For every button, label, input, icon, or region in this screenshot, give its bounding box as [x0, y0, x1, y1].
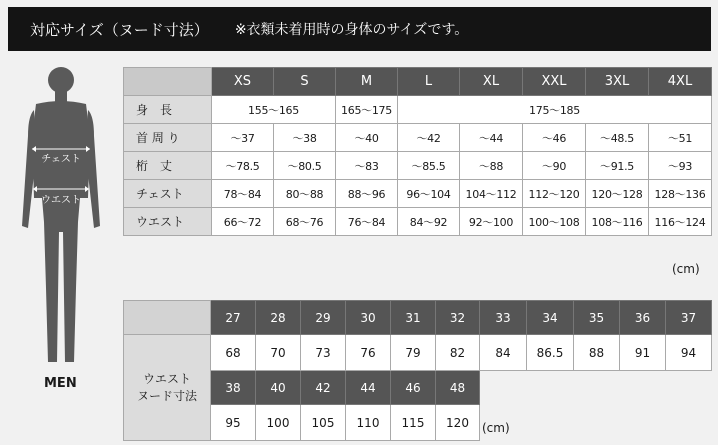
waist-label-line2: ヌード寸法 — [136, 388, 197, 403]
table-cell: 128〜136 — [649, 180, 712, 208]
table-row — [124, 208, 712, 236]
table-row — [124, 96, 712, 124]
table-cell: 120〜128 — [586, 180, 649, 208]
waist-measure-label: ウエスト — [41, 195, 81, 206]
page-header — [8, 7, 711, 51]
waist-value-cell: 70 — [256, 335, 301, 371]
waist-value-cell: 86.5 — [527, 335, 574, 371]
waist-table-unit: (cm) — [482, 421, 510, 435]
waist-size-cell: 29 — [301, 301, 346, 335]
table-cell: 〜51 — [649, 124, 712, 152]
size-table — [123, 67, 712, 236]
table-row — [480, 335, 712, 371]
table-cell: 〜48.5 — [586, 124, 649, 152]
waist-row-label — [124, 335, 211, 441]
waist-table — [123, 300, 480, 441]
waist-label-line1: ウエスト — [142, 371, 191, 386]
table-cell: 96〜104 — [398, 180, 460, 208]
table-cell: 80〜88 — [274, 180, 336, 208]
page-title: 対応サイズ（ヌード寸法） — [30, 20, 209, 39]
waist-value-cell: 91 — [620, 335, 666, 371]
table-cell: 88〜96 — [336, 180, 398, 208]
waist-value-cell: 110 — [346, 405, 391, 441]
table-row — [124, 180, 712, 208]
size-header-cell: 3XL — [586, 68, 649, 96]
table-cell: 〜90 — [523, 152, 586, 180]
table-cell: 66〜72 — [212, 208, 274, 236]
table-cell: 〜93 — [649, 152, 712, 180]
waist-value-cell: 73 — [301, 335, 346, 371]
waist-value-cell: 88 — [574, 335, 620, 371]
table-row — [124, 152, 712, 180]
size-header-cell: XXL — [523, 68, 586, 96]
table-cell: 〜91.5 — [586, 152, 649, 180]
size-header-cell: S — [274, 68, 336, 96]
waist-size-cell: 35 — [574, 301, 620, 335]
table-cell: 104〜112 — [460, 180, 523, 208]
size-header-cell: M — [336, 68, 398, 96]
waist-size-cell: 27 — [211, 301, 256, 335]
table-cell: 〜42 — [398, 124, 460, 152]
table-cell: 68〜76 — [274, 208, 336, 236]
waist-value-cell: 82 — [436, 335, 480, 371]
waist-value-cell: 94 — [666, 335, 712, 371]
chest-measure-label: チェスト — [41, 154, 81, 165]
table-cell: 100〜108 — [523, 208, 586, 236]
table-cell: 〜80.5 — [274, 152, 336, 180]
waist-value-cell: 95 — [211, 405, 256, 441]
row-label-neck: 首 周 り — [124, 124, 212, 152]
row-label-waist: ウエスト — [124, 208, 212, 236]
body-silhouette-icon — [16, 66, 106, 366]
waist-value-cell: 100 — [256, 405, 301, 441]
size-table-unit: (cm) — [672, 262, 700, 276]
waist-value-cell: 68 — [211, 335, 256, 371]
waist-value-cell: 115 — [391, 405, 436, 441]
waist-header-row — [480, 301, 712, 335]
waist-header-row — [124, 301, 480, 335]
waist-size-cell: 40 — [256, 371, 301, 405]
size-header-cell: 4XL — [649, 68, 712, 96]
waist-size-cell: 32 — [436, 301, 480, 335]
waist-size-cell: 42 — [301, 371, 346, 405]
gender-label: MEN — [44, 376, 77, 391]
table-cell: 〜46 — [523, 124, 586, 152]
waist-value-cell: 105 — [301, 405, 346, 441]
header-note: ※衣類未着用時の身体のサイズです。 — [234, 22, 469, 38]
table-cell: 108〜116 — [586, 208, 649, 236]
table-cell: 〜88 — [460, 152, 523, 180]
table-cell: 〜37 — [212, 124, 274, 152]
row-label-height: 身 長 — [124, 96, 212, 124]
table-cell: 92〜100 — [460, 208, 523, 236]
waist-header-corner — [124, 301, 211, 335]
table-cell: 84〜92 — [398, 208, 460, 236]
waist-size-cell: 44 — [346, 371, 391, 405]
waist-value-cell: 84 — [480, 335, 527, 371]
size-header-cell: XS — [212, 68, 274, 96]
table-cell: 〜78.5 — [212, 152, 274, 180]
table-cell: 78〜84 — [212, 180, 274, 208]
table-row — [124, 124, 712, 152]
table-cell: 165〜175 — [336, 96, 398, 124]
waist-value-cell: 79 — [391, 335, 436, 371]
table-cell: 116〜124 — [649, 208, 712, 236]
waist-size-cell: 46 — [391, 371, 436, 405]
waist-size-cell: 37 — [666, 301, 712, 335]
row-label-sleeve: 桁 丈 — [124, 152, 212, 180]
table-cell: 〜40 — [336, 124, 398, 152]
waist-value-cell: 120 — [436, 405, 480, 441]
table-cell: 〜44 — [460, 124, 523, 152]
table-cell: 〜38 — [274, 124, 336, 152]
waist-size-cell: 31 — [391, 301, 436, 335]
row-label-chest: チェスト — [124, 180, 212, 208]
waist-size-cell: 34 — [527, 301, 574, 335]
table-cell: 76〜84 — [336, 208, 398, 236]
size-header-cell: L — [398, 68, 460, 96]
table-cell: 175〜185 — [398, 96, 712, 124]
table-cell: 〜85.5 — [398, 152, 460, 180]
size-header-corner — [124, 68, 212, 96]
waist-size-cell: 38 — [211, 371, 256, 405]
table-row — [124, 335, 480, 371]
waist-size-cell: 36 — [620, 301, 666, 335]
waist-table-continued — [479, 300, 712, 371]
table-cell: 112〜120 — [523, 180, 586, 208]
table-cell: 155〜165 — [212, 96, 336, 124]
size-header-row — [124, 68, 712, 96]
waist-size-cell: 33 — [480, 301, 527, 335]
waist-size-cell: 48 — [436, 371, 480, 405]
waist-size-cell: 30 — [346, 301, 391, 335]
size-header-cell: XL — [460, 68, 523, 96]
waist-value-cell: 76 — [346, 335, 391, 371]
table-cell: 〜83 — [336, 152, 398, 180]
waist-size-cell: 28 — [256, 301, 301, 335]
